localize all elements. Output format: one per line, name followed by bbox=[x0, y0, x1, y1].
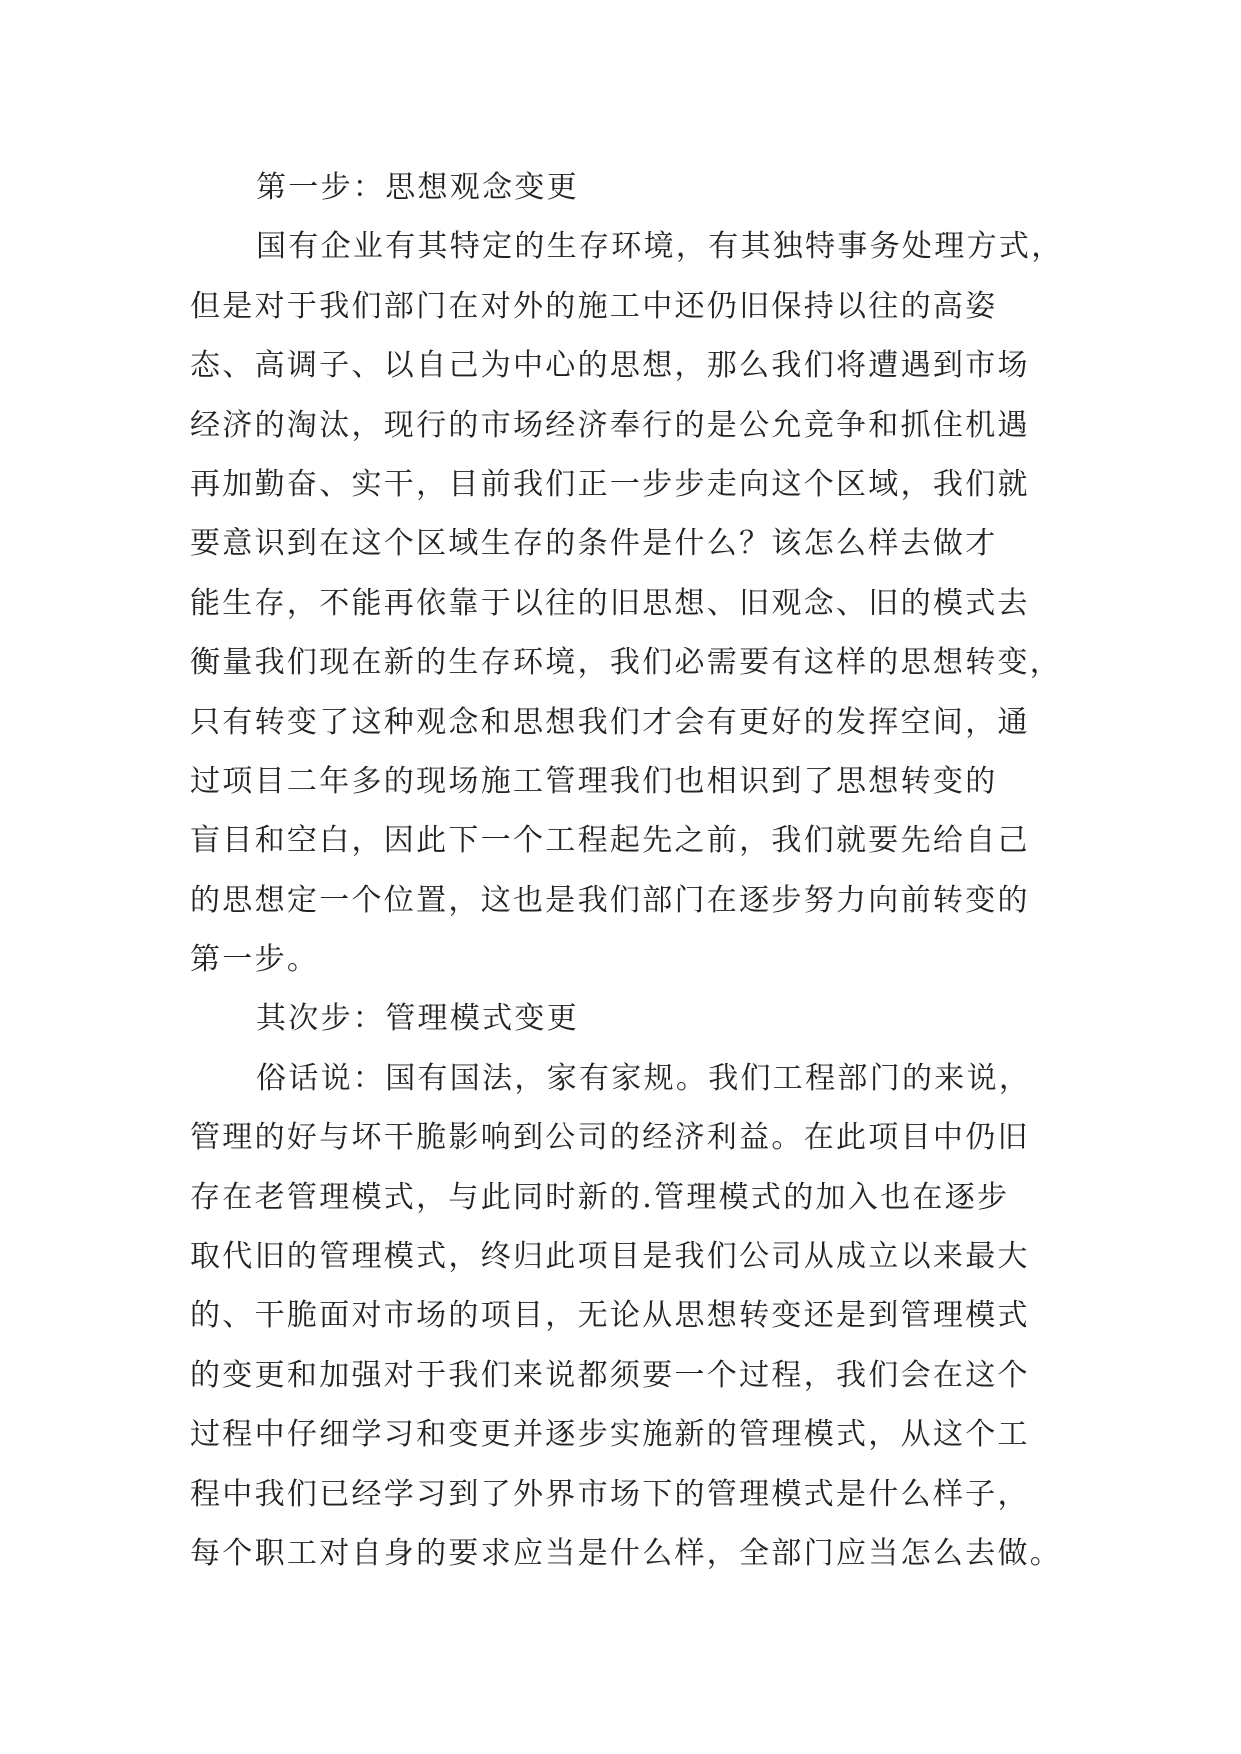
paragraph-line: 每个职工对自身的要求应当是什么样，全部门应当怎么去做。 bbox=[190, 1535, 1063, 1571]
paragraph-line: 存在老管理模式，与此同时新的.管理模式的加入也在逐步 bbox=[190, 1179, 1010, 1215]
paragraph-line: 但是对于我们部门在对外的施工中还仍旧保持以往的高姿 bbox=[190, 288, 998, 324]
section-heading-step-two: 其次步：管理模式变更 bbox=[256, 1001, 579, 1037]
paragraph-line: 程中我们已经学习到了外界市场下的管理模式是什么样子， bbox=[190, 1476, 1030, 1512]
paragraph-line: 能生存，不能再依靠于以往的旧思想、旧观念、旧的模式去 bbox=[190, 585, 1030, 621]
paragraph-line: 第一步。 bbox=[190, 942, 320, 978]
paragraph-line: 的变更和加强对于我们来说都须要一个过程，我们会在这个 bbox=[190, 1357, 1030, 1393]
paragraph-line: 态、高调子、以自己为中心的思想，那么我们将遭遇到市场 bbox=[190, 348, 1030, 384]
section-heading-step-one: 第一步：思想观念变更 bbox=[256, 170, 579, 205]
paragraph-line: 俗话说：国有国法，家有家规。我们工程部门的来说， bbox=[256, 1060, 1032, 1096]
paragraph-line: 国有企业有其特定的生存环境，有其独特事务处理方式， bbox=[256, 229, 1064, 265]
paragraph-line: 经济的淘汰，现行的市场经济奉行的是公允竞争和抓住机遇 bbox=[190, 407, 1030, 443]
paragraph-line: 再加勤奋、实干，目前我们正一步步走向这个区域，我们就 bbox=[190, 466, 1030, 502]
paragraph-line: 要意识到在这个区域生存的条件是什么？该怎么样去做才 bbox=[190, 526, 998, 562]
paragraph-line: 过程中仔细学习和变更并逐步实施新的管理模式，从这个工 bbox=[190, 1417, 1030, 1453]
document-body bbox=[190, 158, 1080, 1583]
paragraph-line: 衡量我们现在新的生存环境，我们必需要有这样的思想转变， bbox=[190, 645, 1063, 681]
paragraph-line: 过项目二年多的现场施工管理我们也相识到了思想转变的 bbox=[190, 763, 998, 799]
paragraph-line: 的思想定一个位置，这也是我们部门在逐步努力向前转变的 bbox=[190, 882, 1030, 918]
paragraph-line: 管理的好与坏干脆影响到公司的经济利益。在此项目中仍旧 bbox=[190, 1120, 1030, 1156]
paragraph-line: 取代旧的管理模式，终归此项目是我们公司从成立以来最大 bbox=[190, 1239, 1030, 1275]
paragraph-line: 的、干脆面对市场的项目，无论从思想转变还是到管理模式 bbox=[190, 1298, 1030, 1334]
paragraph-line: 只有转变了这种观念和思想我们才会有更好的发挥空间，通 bbox=[190, 704, 1030, 740]
paragraph-line: 盲目和空白，因此下一个工程起先之前，我们就要先给自己 bbox=[190, 823, 1030, 859]
